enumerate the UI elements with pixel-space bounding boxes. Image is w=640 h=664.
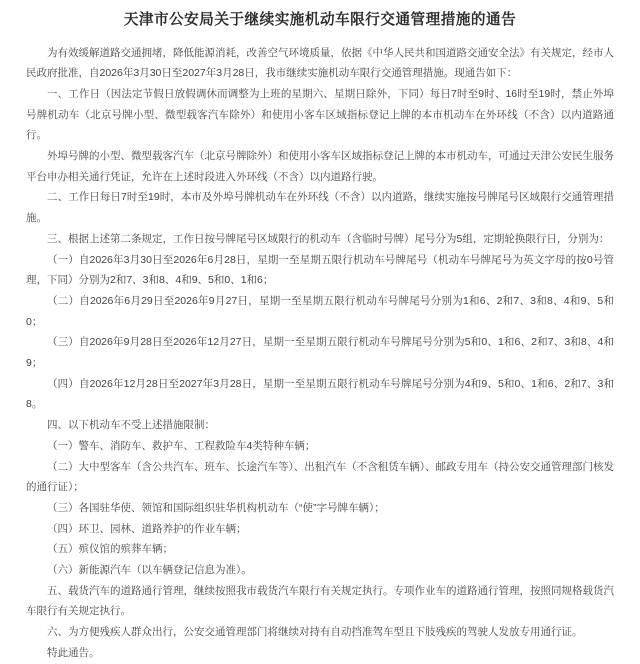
notice-paragraph: （三）各国驻华使、领馆和国际组织驻华机构机动车（“使”字号牌车辆）； [47,501,385,514]
notice-paragraph: 六、为方便残疾人群众出行，公安交通管理部门将继续对持有自动挡准驾车型且下肢残疾的驾驶人发放专用通行证。 [47,626,583,639]
notice-title: 天津市公安局关于继续实施机动车限行交通管理措施的通告 [123,12,517,28]
notice-paragraph: （一）自2026年3月30日至2026年6月28日，星期一至星期五限行机动车号牌尾号（机动车号牌尾号为英文字母的按0号管理，下同）分别为2和7、3和8、4和9、5和0、1和6； [26,253,614,287]
notice-paragraph: （五）殡仪馆的殡葬车辆； [47,543,173,556]
notice-paragraph: （四）环卫、园林、道路养护的作业车辆； [47,522,247,535]
notice-paragraph: 特此通告。 [47,646,100,659]
notice-paragraph: 为有效缓解道路交通拥堵，降低能源消耗，改善空气环境质量，依据《中华人民共和国道路交通安全法》有关规定，经市人民政府批准，自2026年3月30日至2027年3月28日，我市继续实施机动车限行交通管理措施。现通告如下： [26,46,614,80]
notice-paragraph: 三、根据上述第二条规定，工作日按号牌尾号区域限行的机动车（含临时号牌）尾号分为5组，定期轮换限行日，分别为： [47,232,610,245]
notice-paragraph: （一）警车、消防车、救护车、工程救险车4类特种车辆； [47,439,316,452]
notice-body [26,43,614,664]
notice-paragraph: 一、工作日（因法定节假日放假调休而调整为上班的星期六、星期日除外，下同）每日7时至9时、16时至19时，禁止外埠号牌机动车（北京号牌小型、微型载客汽车除外）和使用小客车区域指标登记上牌的本市机动车在外环线（不含）以内道路通行。 [26,87,614,142]
notice-paragraph: 五、载货汽车的道路通行管理，继续按照我市载货汽车限行有关规定执行。专项作业车的道路通行管理，按照同规格载货汽车限行有关规定执行。 [26,584,614,618]
notice-paragraph: （二）大中型客车（含公共汽车、班车、长途汽车等）、出租汽车（不含租赁车辆）、邮政专用车（持公安交通管理部门核发的通行证）； [26,460,614,494]
notice-paragraph: 四、以下机动车不受上述措施限制： [47,419,215,432]
notice-paragraph: （三）自2026年9月28日至2026年12月27日，星期一至星期五限行机动车号牌尾号分别为5和0、1和6、2和7、3和8、4和9； [26,336,614,370]
notice-paragraph: （六）新能源汽车（以车辆登记信息为准）。 [47,564,252,577]
notice-paragraph: （四）自2026年12月28日至2027年3月28日，星期一至星期五限行机动车号牌尾号分别为4和9、5和0、1和6、2和7、3和8。 [26,377,614,411]
notice-paragraph: （二）自2026年6月29日至2026年9月27日，星期一至星期五限行机动车号牌尾号分别为1和6、2和7、3和8、4和9、5和0； [26,294,614,328]
notice-paragraph: 二、工作日每日7时至19时，本市及外埠号牌机动车在外环线（不含）以内道路，继续实施按号牌尾号区域限行交通管理措施。 [26,191,614,225]
notice-paragraph: 外埠号牌的小型、微型载客汽车（北京号牌除外）和使用小客车区域指标登记上牌的本市机动车，可通过天津公安民生服务平台申办相关通行凭证，允许在上述时段进入外环线（不含）以内道路行驶。 [26,150,614,183]
